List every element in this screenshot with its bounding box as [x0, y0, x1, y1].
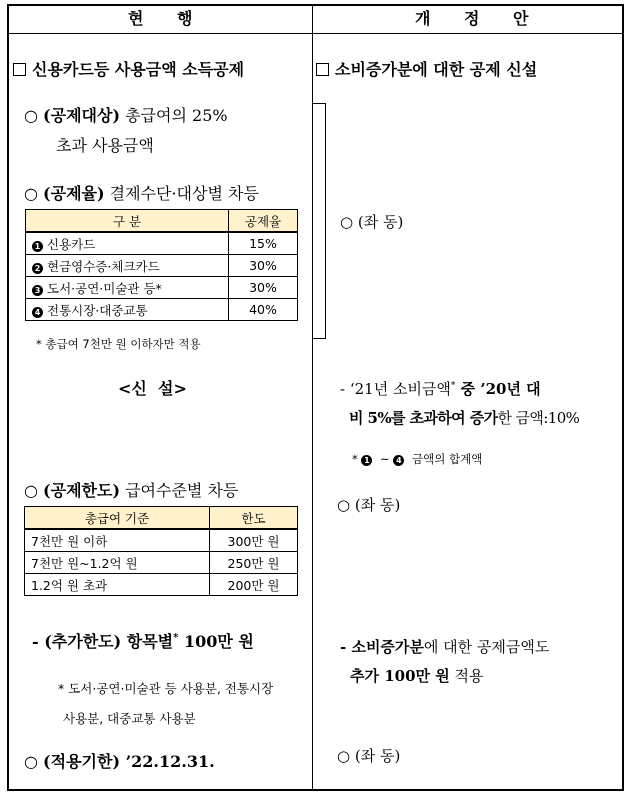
same-as-left-1: ○ (좌 동)	[340, 213, 404, 231]
extra-limit-note-2: 사용분, 대중교통 사용분	[63, 711, 196, 726]
table-row: 1.2억 원 초과 200만 원	[25, 574, 298, 596]
header-current: 현 행	[128, 9, 207, 28]
rate-table	[25, 209, 298, 321]
new-marker: <신 설>	[118, 379, 187, 398]
circled-number-3-icon: 3	[32, 285, 43, 296]
rate-table-header-category: 구 분	[26, 210, 229, 233]
rate-table-note: * 총급여 7천만 원 이하자만 적용	[36, 337, 201, 351]
checkbox-square-icon	[13, 63, 26, 76]
limit-table	[24, 506, 298, 596]
application-period: ○ (적용기한) ’22.12.31.	[24, 752, 215, 771]
circled-number-4-icon: 4	[393, 455, 404, 466]
header-divider	[7, 33, 624, 34]
deduction-target: ○ (공제대상) 총급여의 25%	[24, 106, 228, 125]
table-row: 7천만 원~1.2억 원 250만 원	[25, 552, 298, 574]
new-rule-note: * 1 ~ 4 금액의 합계액	[352, 452, 483, 466]
circled-number-1-icon: 1	[361, 455, 372, 466]
same-as-left-bracket	[312, 103, 326, 339]
header-proposed: 개 정 안	[415, 9, 543, 28]
table-row: 7천만 원 이하 300만 원	[25, 529, 298, 552]
deduction-rate: ○ (공제율) 결제수단·대상별 차등	[24, 184, 259, 203]
rate-table-header-rate: 공제율	[229, 210, 298, 233]
extra-limit: - (추가한도) 항목별* 100만 원	[32, 632, 254, 651]
new-rule-line-2: 비 5%를 초과하여 증가한 금액:10%	[349, 409, 580, 427]
table-row: 2 현금영수증·체크카드 30%	[26, 255, 298, 277]
extra-limit-note-1: * 도서·공연·미술관 등 사용분, 전통시장	[58, 681, 274, 696]
same-as-left-3: ○ (좌 동)	[337, 747, 401, 765]
circled-number-2-icon: 2	[32, 263, 43, 274]
new-rule-line-1: - ‘21년 소비금액* 중 ’20년 대	[340, 380, 541, 398]
left-section-title: 신용카드등 사용금액 소득공제	[13, 57, 244, 80]
deduction-limit: ○ (공제한도) 급여수준별 차등	[24, 481, 239, 500]
limit-table-header-base: 총급여 기준	[25, 507, 210, 530]
table-row: 1 신용카드 15%	[26, 232, 298, 255]
same-as-left-2: ○ (좌 동)	[337, 496, 401, 514]
deduction-target-cont: 초과 사용금액	[56, 136, 154, 155]
right-section-title: 소비증가분에 대한 공제 신설	[316, 57, 537, 80]
extra-rule-line-1: - 소비증가분에 대한 공제금액도	[340, 638, 550, 656]
extra-rule-line-2: 추가 100만 원 적용	[350, 667, 484, 685]
limit-table-header-limit: 한도	[210, 507, 298, 530]
circled-number-1-icon: 1	[32, 241, 43, 252]
table-row: 4 전통시장·대중교통 40%	[26, 299, 298, 321]
checkbox-square-icon	[316, 63, 329, 76]
table-row: 3 도서·공연·미술관 등* 30%	[26, 277, 298, 299]
circled-number-4-icon: 4	[32, 307, 43, 318]
